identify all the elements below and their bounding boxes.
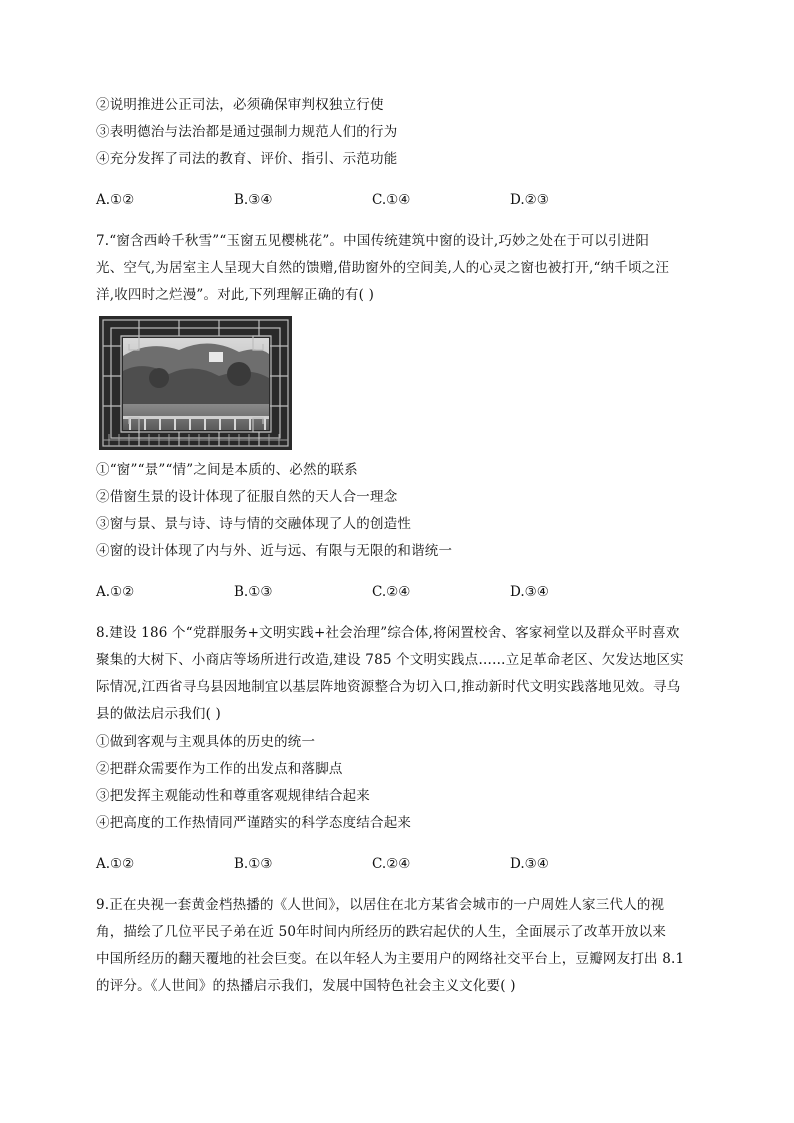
q8-statement-4: ④把高度的工作热情同严谨踏实的科学态度结合起来 [96,815,412,831]
q8-option-b: B.①③ [234,856,273,872]
q9-stem-line-1: 9.正在央视一套黄金档热播的《人世间》，以居住在北方某省会城市的一户周姓人家三代人的视 [96,897,665,913]
q6-statement-3: ③表明德治与法治都是通过强制力规范人们的行为 [96,124,398,140]
q8-stem-line-3: 际情况,江西省寻乌县因地制宜以基层阵地资源整合为切入口,推动新时代文明实践落地见效。寻乌 [96,679,681,695]
q7-stem-line-2: 光、空气,为居室主人呈现大自然的馈赠,借助窗外的空间美,人的心灵之窗也被打开,“纳千顷之汪 [96,260,670,276]
q8-stem-line-1: 8.建设 186 个“党群服务+文明实践+社会治理”综合体,将闲置校舍、客家祠堂以及群众平时喜欢 [96,625,680,641]
q8-stem-line-4: 县的做法启示我们( ) [96,706,222,722]
q6-option-a: A.①② [96,192,135,208]
q6-options [96,191,696,209]
q8-statement-3: ③把发挥主观能动性和尊重客观规律结合起来 [96,788,370,804]
q7-option-a: A.①② [96,584,135,600]
q6-option-c: C.①④ [372,192,411,208]
q6-option-d: D.②③ [510,192,549,208]
q7-option-b: B.①③ [234,584,273,600]
q6-statement-2: ②说明推进公正司法，必须确保审判权独立行使 [96,97,384,113]
q7-statement-1: ①“窗”“景”“情”之间是本质的、必然的联系 [96,462,358,478]
q8-stem-line-2: 聚集的大树下、小商店等场所进行改造,建设 785 个文明实践点……立足革命老区、欠发达地区实 [96,652,684,668]
q7-option-c: C.②④ [372,584,411,600]
q7-statement-3: ③窗与景、景与诗、诗与情的交融体现了人的创造性 [96,516,412,532]
q8-option-d: D.③④ [510,856,549,872]
window-photo [99,316,292,450]
q8-option-c: C.②④ [372,856,411,872]
q7-stem-line-3: 洋,收四时之烂漫”。对此,下列理解正确的有( ) [96,287,375,303]
q6-statement-4: ④充分发挥了司法的教育、评价、指引、示范功能 [96,151,398,167]
q6-option-b: B.③④ [234,192,273,208]
q9-stem-line-2: 角，描绘了几位平民子弟在近 50年时间内所经历的跌宕起伏的人生，全面展示了改革开放以来 [96,924,667,940]
q9-stem-line-3: 中国所经历的翻天覆地的社会巨变。在以年轻人为主要用户的网络社交平台上，豆瓣网友打出 8.1 [96,951,685,967]
q8-statement-1: ①做到客观与主观具体的历史的统一 [96,734,316,750]
q8-option-a: A.①② [96,856,135,872]
q8-statement-2: ②把群众需要作为工作的出发点和落脚点 [96,761,343,777]
q7-stem-line-1: 7.“窗含西岭千秋雪”“玉窗五见樱桃花”。中国传统建筑中窗的设计,巧妙之处在于可以引进阳 [96,233,650,249]
q7-options [96,583,696,601]
q8-options [96,855,696,873]
q7-option-d: D.③④ [510,584,549,600]
q9-stem-line-4: 的评分。《人世间》的热播启示我们，发展中国特色社会主义文化要( ) [96,978,516,994]
q7-statement-2: ②借窗生景的设计体现了征服自然的天人合一理念 [96,489,398,505]
q7-statement-4: ④窗的设计体现了内与外、近与远、有限与无限的和谐统一 [96,543,453,559]
